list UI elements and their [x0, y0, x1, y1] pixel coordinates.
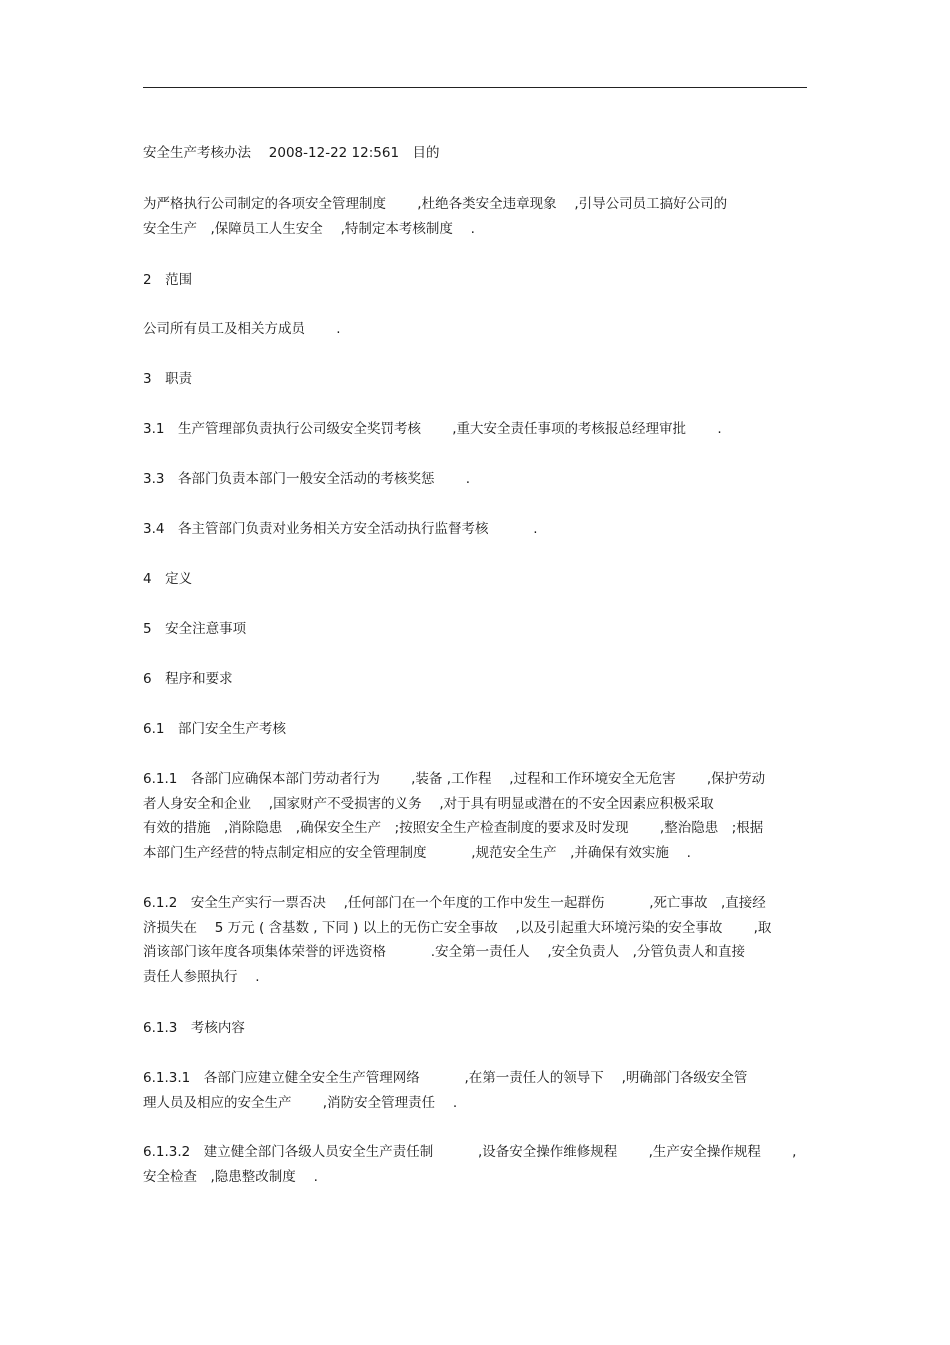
text-line: 3.3 各部门负责本部门一般安全活动的考核奖惩 .	[143, 471, 471, 487]
text-line: 消该部门该年度各项集体荣誉的评选资格 .安全第一责任人 ,安全负责人 ,分管负责人和直接	[143, 944, 745, 960]
text-line: 3 职责	[143, 371, 193, 387]
section-heading-definition	[143, 567, 807, 592]
text-line: 3.1 生产管理部负责执行公司级安全奖罚考核 ,重大安全责任事项的考核报总经理审批 .	[143, 421, 722, 437]
text-line: 安全检查 ,隐患整改制度 .	[143, 1168, 318, 1185]
header-rule	[143, 87, 807, 88]
text-line: 责任人参照执行 .	[143, 968, 260, 985]
text-line: 5 安全注意事项	[143, 621, 247, 637]
section-heading-safety-notes	[143, 617, 807, 642]
text-line: 6 程序和要求	[143, 671, 233, 687]
text-line: 为严格执行公司制定的各项安全管理制度 ,杜绝各类安全违章现象 ,引导公司员工搞好公司的	[143, 196, 728, 212]
text-line: 有效的措施 ,消除隐患 ,确保安全生产 ;按照安全生产检查制度的要求及时发现 ,整治隐患 ;根据	[143, 820, 764, 836]
text-line: 4 定义	[143, 571, 193, 587]
text-line: 理人员及相应的安全生产 ,消防安全管理责任 .	[143, 1094, 458, 1111]
purpose-paragraph	[143, 192, 807, 241]
clause-3-4	[143, 517, 807, 542]
text-line: 2 范围	[143, 272, 193, 288]
text-line: 6.1.3.2 建立健全部门各级人员安全生产责任制 ,设备安全操作维修规程 ,生产安全操作规程 ,	[143, 1144, 797, 1160]
section-heading-procedure	[143, 667, 807, 692]
clause-6-1-3-2	[143, 1140, 807, 1189]
text-line: 6.1.2 安全生产实行一票否决 ,任何部门在一个年度的工作中发生一起群伤 ,死亡事故 ,直接经	[143, 895, 766, 911]
text-line: 公司所有员工及相关方成员 .	[143, 321, 341, 337]
text-line: 6.1.3 考核内容	[143, 1020, 245, 1036]
text-line: 济损失在 5 万元 ( 含基数 , 下同 ) 以上的无伤亡安全事故 ,以及引起重大环境污染的安全事故 ,取	[143, 919, 772, 936]
text-line: 者人身安全和企业 ,国家财产不受损害的义务 ,对于具有明显或潜在的不安全因素应积极采取	[143, 795, 714, 812]
clause-6-1-1	[143, 767, 807, 865]
section-heading-scope	[143, 268, 807, 293]
document-title-line	[143, 141, 807, 166]
text-line: 本部门生产经营的特点制定相应的安全管理制度 ,规范安全生产 ,并确保有效实施 .	[143, 844, 691, 861]
clause-6-1-3-1	[143, 1066, 807, 1115]
text-line: 6.1.3.1 各部门应建立健全安全生产管理网络 ,在第一责任人的领导下 ,明确部门各级安全管	[143, 1070, 748, 1086]
text-line: 3.4 各主管部门负责对业务相关方安全活动执行监督考核 .	[143, 521, 538, 537]
clause-6-1	[143, 717, 807, 742]
clause-3-1	[143, 417, 807, 442]
scope-paragraph	[143, 317, 807, 342]
clause-6-1-2	[143, 891, 807, 989]
clause-3-3	[143, 467, 807, 492]
clause-6-1-3	[143, 1016, 807, 1041]
text-line: 6.1 部门安全生产考核	[143, 721, 286, 737]
text-line: 6.1.1 各部门应确保本部门劳动者行为 ,装备 ,工作程 ,过程和工作环境安全无危害 ,保护劳动	[143, 771, 766, 787]
section-heading-duties	[143, 367, 807, 392]
text-line: 安全生产 ,保障员工人生安全 ,特制定本考核制度 .	[143, 220, 475, 237]
text-line: 安全生产考核办法 2008-12-22 12:561 目的	[143, 145, 440, 161]
